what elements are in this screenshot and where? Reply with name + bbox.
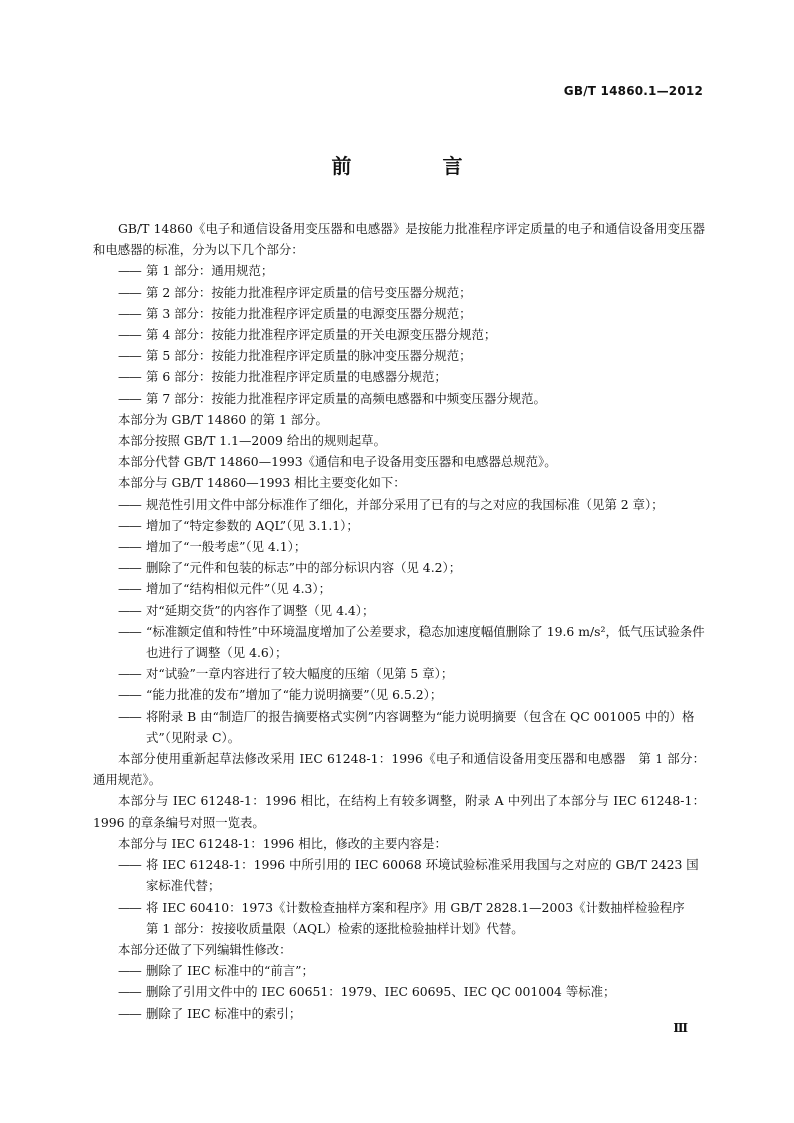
page-number: Ⅲ xyxy=(673,1021,688,1035)
list-item-text: 删除了“元件和包装的标志”中的部分标识内容（见 4.2）； xyxy=(146,560,462,576)
paragraph: 本部分为 GB/T 14860 的第 1 部分。 xyxy=(118,411,328,427)
list-item-text: 将 IEC 61248-1：1996 中所引用的 IEC 60068 环境试验标准采用我国与之对应的 GB/T 2423 国家标准代替； xyxy=(146,857,699,894)
list-item xyxy=(93,621,705,663)
dash-mark: —— xyxy=(118,1005,141,1021)
list-item xyxy=(93,981,705,1002)
page-title: 前 言 xyxy=(331,154,505,178)
dash-mark: —— xyxy=(118,517,141,533)
dash-mark: —— xyxy=(118,687,141,703)
list-item xyxy=(93,260,705,281)
list-item xyxy=(93,557,705,578)
list-item xyxy=(93,536,705,557)
list-item-text: 第 7 部分：按能力批准程序评定质量的高频电感器和中频变压器分规范。 xyxy=(146,390,546,406)
dash-mark: —— xyxy=(118,560,141,576)
list-item xyxy=(93,600,705,621)
modifications-list xyxy=(93,854,705,939)
list-item xyxy=(93,663,705,684)
list-item xyxy=(93,494,705,515)
dash-mark: —— xyxy=(118,581,141,597)
document-body xyxy=(93,218,705,1024)
list-item xyxy=(93,897,705,939)
list-item-text: “标准额定值和特性”中环境温度增加了公差要求，稳态加速度幅值删除了 19.6 m/s²，低气压试验条件也进行了调整（见 4.6）； xyxy=(146,623,705,661)
list-item-text: 第 3 部分：按能力批准程序评定质量的电源变压器分规范； xyxy=(146,305,472,321)
dash-mark: —— xyxy=(118,305,141,321)
dash-mark: —— xyxy=(118,263,141,279)
list-item-text: 规范性引用文件中部分标准作了细化，并部分采用了已有的与之对应的我国标准（见第 2 章）； xyxy=(146,496,664,512)
list-item-text: 增加了“特定参数的 AQL”（见 3.1.1）； xyxy=(146,517,359,533)
changes-list xyxy=(93,494,705,748)
list-item-text: 对“延期交货”的内容作了调整（见 4.4）； xyxy=(146,602,375,618)
list-item xyxy=(93,345,705,366)
list-item xyxy=(93,854,705,896)
dash-mark: —— xyxy=(118,602,141,618)
dash-mark: —— xyxy=(118,666,141,682)
list-item xyxy=(93,1003,705,1024)
list-item xyxy=(93,282,705,303)
list-item xyxy=(93,324,705,345)
list-item-text: 第 4 部分：按能力批准程序评定质量的开关电源变压器分规范； xyxy=(146,327,497,343)
dash-mark: —— xyxy=(118,369,141,385)
list-item xyxy=(93,960,705,981)
intro-paragraph: GB/T 14860《电子和通信设备用变压器和电感器》是按能力批准程序评定质量的电子和通信设备用变压器和电感器的标准，分为以下几个部分： xyxy=(93,221,705,258)
list-item xyxy=(93,303,705,324)
dash-mark: —— xyxy=(118,708,141,724)
dash-mark: —— xyxy=(118,327,141,343)
list-item xyxy=(93,684,705,705)
paragraph: 本部分与 GB/T 14860—1993 相比主要变化如下： xyxy=(118,475,406,491)
list-item xyxy=(93,706,705,748)
paragraph: 本部分与 IEC 61248-1：1996 相比，在结构上有较多调整，附录 A 中列出了本部分与 IEC 61248-1：1996 的章条编号对照一览表。 xyxy=(93,793,705,830)
list-item-text: “能力批准的发布”增加了“能力说明摘要”（见 6.5.2）； xyxy=(146,687,443,703)
list-item-text: 第 6 部分：按能力批准程序评定质量的电感器分规范； xyxy=(146,369,447,385)
list-item-text: 第 5 部分：按能力批准程序评定质量的脉冲变压器分规范； xyxy=(146,348,472,364)
dash-mark: —— xyxy=(118,539,141,555)
dash-mark: —— xyxy=(118,857,141,873)
paragraph: 本部分与 IEC 61248-1：1996 相比，修改的主要内容是： xyxy=(118,835,447,851)
dash-mark: —— xyxy=(118,284,141,300)
list-item-text: 对“试验”一章内容进行了较大幅度的压缩（见第 5 章）； xyxy=(146,666,454,682)
parts-list xyxy=(93,260,705,408)
dash-mark: —— xyxy=(118,984,141,1000)
standard-code: GB/T 14860.1—2012 xyxy=(563,84,703,98)
list-item xyxy=(93,388,705,409)
dash-mark: —— xyxy=(118,390,141,406)
dash-mark: —— xyxy=(118,496,141,512)
list-item-text: 删除了 IEC 标准中的索引； xyxy=(146,1005,302,1021)
list-item-text: 增加了“一般考虑”（见 4.1）； xyxy=(146,539,307,555)
paragraph: 本部分代替 GB/T 14860—1993《通信和电子设备用变压器和电感器总规范》。 xyxy=(118,454,557,470)
paragraph: 本部分使用重新起草法修改采用 IEC 61248-1：1996《电子和通信设备用变压器和电感器 第 1 部分：通用规范》。 xyxy=(93,751,705,788)
paragraph: 本部分还做了下列编辑性修改： xyxy=(118,941,292,957)
list-item xyxy=(93,366,705,387)
paragraph: 本部分按照 GB/T 1.1—2009 给出的规则起草。 xyxy=(118,433,386,449)
list-item-text: 将附录 B 由“制造厂的报告摘要格式实例”内容调整为“能力说明摘要（包含在 QC 001005 中的）格式”（见附录 C）。 xyxy=(146,708,695,745)
list-item-text: 第 2 部分：按能力批准程序评定质量的信号变压器分规范； xyxy=(146,284,472,300)
list-item-text: 删除了 IEC 标准中的“前言”； xyxy=(146,963,314,979)
list-item-text: 删除了引用文件中的 IEC 60651：1979、IEC 60695、IEC QC 001004 等标准； xyxy=(146,984,616,1000)
edits-list xyxy=(93,960,705,1024)
list-item-text: 增加了“结构相似元件”（见 4.3）； xyxy=(146,581,331,597)
dash-mark: —— xyxy=(118,963,141,979)
list-item-text: 第 1 部分：通用规范； xyxy=(146,263,274,279)
dash-mark: —— xyxy=(118,623,141,639)
list-item-text: 将 IEC 60410：1973《计数检查抽样方案和程序》用 GB/T 2828.1—2003《计数抽样检验程序 第 1 部分：按接收质量限（AQL）检索的逐批检验抽样计划》代替。 xyxy=(146,899,698,936)
list-item xyxy=(93,515,705,536)
dash-mark: —— xyxy=(118,348,141,364)
dash-mark: —— xyxy=(118,899,141,915)
list-item xyxy=(93,578,705,599)
